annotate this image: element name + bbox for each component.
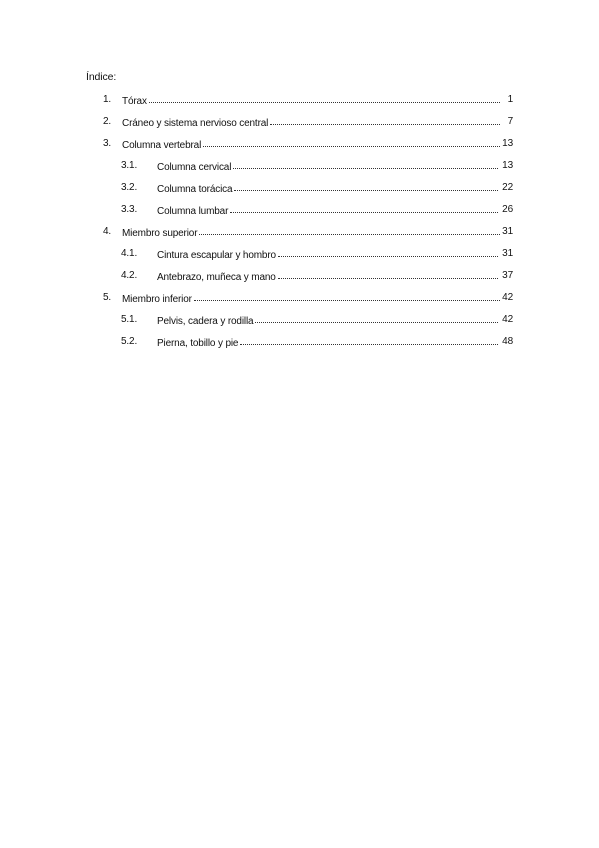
toc-entry-text — [157, 159, 501, 175]
toc-entry-text — [157, 269, 501, 285]
toc-entry-text — [122, 291, 503, 307]
toc-entry-page: 1 — [507, 94, 513, 105]
toc-entry-label: Pelvis, cadera y rodilla — [157, 316, 254, 327]
toc-entry-number: 5.2. — [121, 336, 138, 347]
toc-entry-number: 4.1. — [121, 248, 138, 259]
toc-entry-label: Miembro inferior — [122, 294, 192, 305]
toc-entry-text — [157, 335, 501, 351]
toc-entry-page: 7 — [507, 116, 513, 127]
dot-leader — [278, 247, 498, 257]
toc-entry-number: 5. — [103, 292, 112, 303]
dot-leader — [230, 203, 498, 213]
toc-entry-number: 4. — [103, 226, 112, 237]
toc-entry-number: 5.1. — [121, 314, 138, 325]
toc-entry-page: 26 — [502, 204, 513, 215]
toc-entry-text — [122, 137, 503, 153]
dot-leader — [233, 159, 498, 169]
dot-leader — [255, 313, 498, 323]
dot-leader — [199, 225, 500, 235]
toc-entry-label: Cráneo y sistema nervioso central — [122, 118, 269, 129]
toc-entry-number: 3.1. — [121, 160, 138, 171]
toc-entry-text — [122, 93, 503, 109]
toc-entry-label: Columna lumbar — [157, 206, 229, 217]
toc-entry-text — [157, 181, 501, 197]
dot-leader — [270, 115, 500, 125]
toc-title: Índice: — [86, 71, 117, 83]
toc-entry-number: 2. — [103, 116, 112, 127]
toc-entry-label: Columna vertebral — [122, 140, 202, 151]
toc-entry-label: Miembro superior — [122, 228, 198, 239]
toc-entry-page: 42 — [502, 314, 513, 325]
dot-leader — [149, 93, 500, 103]
toc-entry-page: 42 — [502, 292, 513, 303]
toc-entry-page: 13 — [502, 138, 513, 149]
toc-entry-number: 3. — [103, 138, 112, 149]
toc-entry-label: Cintura escapular y hombro — [157, 250, 276, 261]
toc-entry-text — [122, 225, 503, 241]
dot-leader — [194, 291, 500, 301]
toc-entry-page: 31 — [502, 248, 513, 259]
dot-leader — [278, 269, 498, 279]
dot-leader — [234, 181, 498, 191]
toc-entry-label: Columna cervical — [157, 162, 232, 173]
toc-entry-label: Columna torácica — [157, 184, 233, 195]
toc-entry-text — [157, 313, 501, 329]
toc-entry-page: 13 — [502, 160, 513, 171]
toc-entry-page: 48 — [502, 336, 513, 347]
toc-entry-label: Antebrazo, muñeca y mano — [157, 272, 276, 283]
toc-entry-number: 3.3. — [121, 204, 138, 215]
dot-leader — [203, 137, 500, 147]
toc-entry-label: Pierna, tobillo y pie — [157, 338, 239, 349]
toc-entry-text — [157, 247, 501, 263]
toc-entry-number: 3.2. — [121, 182, 138, 193]
toc-entry-label: Tórax — [122, 96, 147, 107]
dot-leader — [240, 335, 498, 345]
toc-entry-text — [157, 203, 501, 219]
toc-entry-text — [122, 115, 503, 131]
toc-entry-page: 22 — [502, 182, 513, 193]
toc-entry-number: 4.2. — [121, 270, 138, 281]
toc-entry-page: 37 — [502, 270, 513, 281]
toc-entry-page: 31 — [502, 226, 513, 237]
toc-entry-number: 1. — [103, 94, 112, 105]
